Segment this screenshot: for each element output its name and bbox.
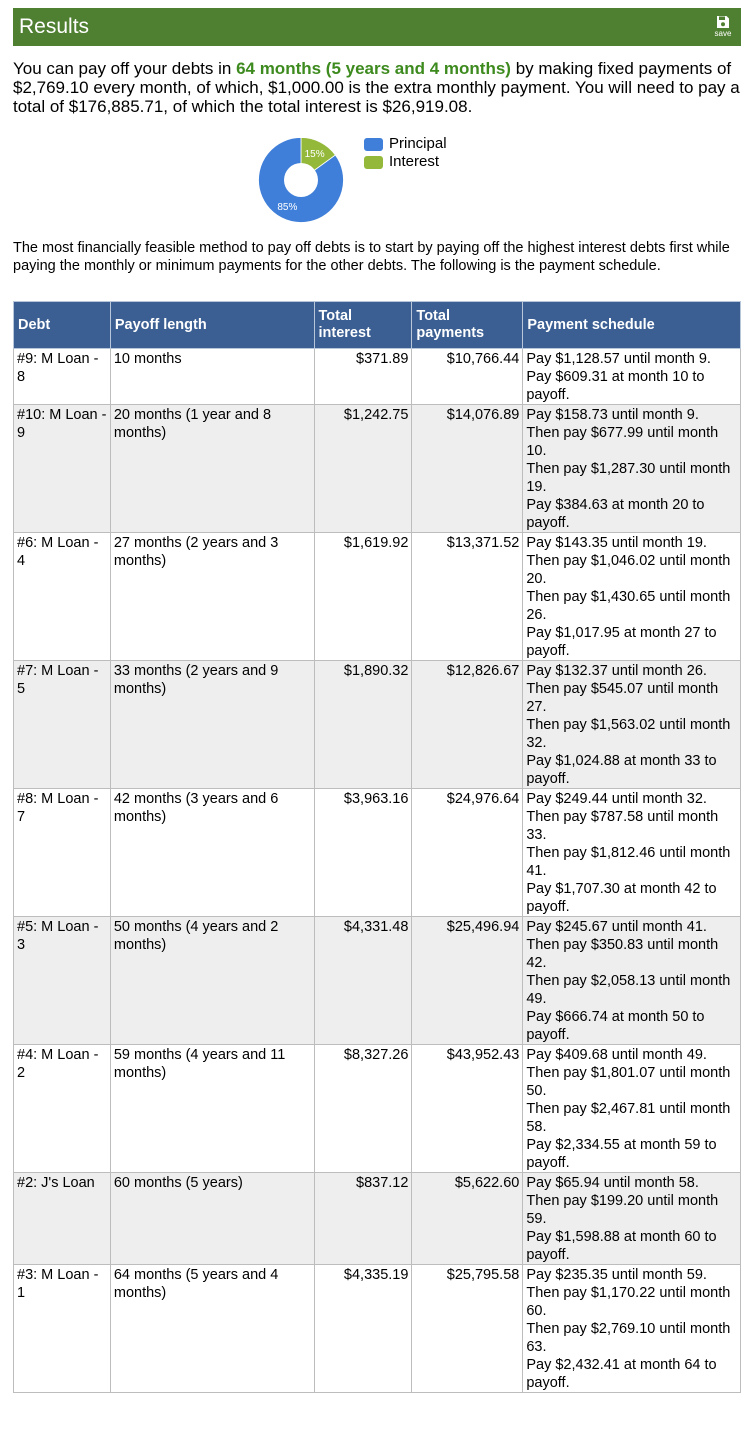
summary-text-2: by making fixed payments of $2,769.10 every month, of which, $1,000.00 is the extra monthly payment. You will need to pay a total of $176,885.71, of which the total interest is $26,919.08. bbox=[13, 59, 740, 116]
schedule-line: Then pay $2,058.13 until month 49. bbox=[526, 973, 731, 1007]
total-interest-cell: $1,242.75 bbox=[314, 405, 412, 533]
schedule-line: Then pay $1,287.30 until month 19. bbox=[526, 461, 731, 495]
debt-cell: #2: J's Loan bbox=[14, 1173, 111, 1265]
legend-item-principal bbox=[364, 135, 447, 153]
col-header-total-payments: Total payments bbox=[412, 302, 523, 349]
total-payments-cell: $10,766.44 bbox=[412, 349, 523, 405]
schedule-line: Then pay $2,467.81 until month 58. bbox=[526, 1101, 731, 1135]
payment-schedule-cell bbox=[523, 661, 741, 789]
results-header bbox=[13, 8, 741, 46]
schedule-line: Pay $666.74 at month 50 to payoff. bbox=[526, 1009, 705, 1043]
total-payments-cell: $24,976.64 bbox=[412, 789, 523, 917]
total-interest-cell: $8,327.26 bbox=[314, 1045, 412, 1173]
table-row bbox=[14, 405, 741, 533]
payment-schedule-cell bbox=[523, 533, 741, 661]
total-interest-cell: $4,331.48 bbox=[314, 917, 412, 1045]
payoff-length-cell: 60 months (5 years) bbox=[110, 1173, 314, 1265]
donut-label-principal: 85% bbox=[277, 202, 298, 214]
schedule-line: Pay $609.31 at month 10 to payoff. bbox=[526, 369, 705, 403]
col-header-total-interest: Total interest bbox=[314, 302, 412, 349]
col-header-debt: Debt bbox=[14, 302, 111, 349]
legend-label-principal: Principal bbox=[389, 135, 447, 152]
total-payments-cell: $5,622.60 bbox=[412, 1173, 523, 1265]
total-interest-cell: $837.12 bbox=[314, 1173, 412, 1265]
schedule-line: Then pay $350.83 until month 42. bbox=[526, 937, 719, 971]
table-row bbox=[14, 661, 741, 789]
schedule-line: Pay $65.94 until month 58. bbox=[526, 1175, 699, 1191]
table-header-row bbox=[14, 302, 741, 349]
donut-hole bbox=[284, 163, 318, 197]
schedule-line: Pay $1,598.88 at month 60 to payoff. bbox=[526, 1229, 717, 1263]
payment-schedule-cell bbox=[523, 1045, 741, 1173]
schedule-line: Then pay $1,563.02 until month 32. bbox=[526, 717, 731, 751]
total-payments-cell: $43,952.43 bbox=[412, 1045, 523, 1173]
total-payments-cell: $25,795.58 bbox=[412, 1265, 523, 1393]
debt-cell: #5: M Loan - 3 bbox=[14, 917, 111, 1045]
schedule-line: Then pay $199.20 until month 59. bbox=[526, 1193, 719, 1227]
legend-swatch-principal bbox=[364, 138, 383, 151]
schedule-line: Then pay $1,812.46 until month 41. bbox=[526, 845, 731, 879]
payoff-length-cell: 10 months bbox=[110, 349, 314, 405]
debt-cell: #9: M Loan - 8 bbox=[14, 349, 111, 405]
table-row bbox=[14, 533, 741, 661]
schedule-line: Then pay $1,430.65 until month 26. bbox=[526, 589, 731, 623]
schedule-line: Then pay $1,046.02 until month 20. bbox=[526, 553, 731, 587]
schedule-line: Then pay $2,769.10 until month 63. bbox=[526, 1321, 731, 1355]
table-row bbox=[14, 789, 741, 917]
total-interest-cell: $4,335.19 bbox=[314, 1265, 412, 1393]
schedule-line: Pay $132.37 until month 26. bbox=[526, 663, 707, 679]
total-payments-cell: $12,826.67 bbox=[412, 661, 523, 789]
schedule-line: Pay $1,128.57 until month 9. bbox=[526, 351, 711, 367]
schedule-line: Then pay $545.07 until month 27. bbox=[526, 681, 719, 715]
schedule-line: Pay $143.35 until month 19. bbox=[526, 535, 707, 551]
schedule-line: Pay $1,024.88 at month 33 to payoff. bbox=[526, 753, 717, 787]
schedule-line: Then pay $787.58 until month 33. bbox=[526, 809, 719, 843]
debt-cell: #3: M Loan - 1 bbox=[14, 1265, 111, 1393]
schedule-line: Pay $2,432.41 at month 64 to payoff. bbox=[526, 1357, 717, 1391]
schedule-line: Pay $384.63 at month 20 to payoff. bbox=[526, 497, 705, 531]
payoff-length-cell: 50 months (4 years and 2 months) bbox=[110, 917, 314, 1045]
results-title: Results bbox=[19, 15, 90, 38]
save-icon bbox=[716, 15, 730, 29]
schedule-line: Pay $1,707.30 at month 42 to payoff. bbox=[526, 881, 717, 915]
schedule-line: Pay $235.35 until month 59. bbox=[526, 1267, 707, 1283]
payoff-length-cell: 59 months (4 years and 11 months) bbox=[110, 1045, 314, 1173]
total-interest-cell: $1,890.32 bbox=[314, 661, 412, 789]
debt-cell: #6: M Loan - 4 bbox=[14, 533, 111, 661]
schedule-line: Pay $158.73 until month 9. bbox=[526, 407, 699, 423]
legend-swatch-interest bbox=[364, 156, 383, 169]
col-header-payment-schedule: Payment schedule bbox=[523, 302, 741, 349]
debt-cell: #4: M Loan - 2 bbox=[14, 1045, 111, 1173]
chart-legend bbox=[364, 135, 447, 171]
total-interest-cell: $3,963.16 bbox=[314, 789, 412, 917]
legend-item-interest bbox=[364, 153, 447, 171]
payoff-length-cell: 27 months (2 years and 3 months) bbox=[110, 533, 314, 661]
legend-label-interest: Interest bbox=[389, 153, 440, 170]
total-interest-cell: $1,619.92 bbox=[314, 533, 412, 661]
table-row bbox=[14, 1045, 741, 1173]
payment-schedule-cell bbox=[523, 1265, 741, 1393]
payment-schedule-cell bbox=[523, 1173, 741, 1265]
schedule-line: Pay $1,017.95 at month 27 to payoff. bbox=[526, 625, 717, 659]
schedule-line: Pay $409.68 until month 49. bbox=[526, 1047, 707, 1063]
total-interest-cell: $371.89 bbox=[314, 349, 412, 405]
payment-schedule-cell bbox=[523, 789, 741, 917]
payoff-length-cell: 33 months (2 years and 9 months) bbox=[110, 661, 314, 789]
payoff-length-cell: 64 months (5 years and 4 months) bbox=[110, 1265, 314, 1393]
col-header-payoff-length: Payoff length bbox=[110, 302, 314, 349]
total-payments-cell: $14,076.89 bbox=[412, 405, 523, 533]
save-label: save bbox=[714, 29, 732, 38]
summary-text-1: You can pay off your debts in bbox=[13, 59, 237, 78]
schedule-line: Then pay $1,801.07 until month 50. bbox=[526, 1065, 731, 1099]
payment-schedule-cell bbox=[523, 349, 741, 405]
schedule-line: Pay $249.44 until month 32. bbox=[526, 791, 707, 807]
results-summary bbox=[13, 59, 743, 116]
table-row bbox=[14, 917, 741, 1045]
donut-label-interest: 15% bbox=[304, 148, 325, 160]
schedule-line: Pay $245.67 until month 41. bbox=[526, 919, 707, 935]
schedule-line: Then pay $677.99 until month 10. bbox=[526, 425, 719, 459]
payment-schedule-cell bbox=[523, 917, 741, 1045]
payoff-explanation: The most financially feasible method to pay off debts is to start by paying off the highest interest debts first while paying the monthly or minimum payments for the other debts. The following is the payment schedule. bbox=[13, 240, 730, 274]
payment-schedule-cell bbox=[523, 405, 741, 533]
payoff-length-cell: 20 months (1 year and 8 months) bbox=[110, 405, 314, 533]
payment-schedule-table bbox=[13, 301, 741, 1393]
table-row bbox=[14, 1265, 741, 1393]
payoff-length-cell: 42 months (3 years and 6 months) bbox=[110, 789, 314, 917]
payoff-duration: 64 months (5 years and 4 months) bbox=[236, 59, 511, 78]
total-payments-cell: $13,371.52 bbox=[412, 533, 523, 661]
debt-cell: #7: M Loan - 5 bbox=[14, 661, 111, 789]
save-button[interactable] bbox=[711, 13, 735, 41]
table-row bbox=[14, 1173, 741, 1265]
debt-cell: #8: M Loan - 7 bbox=[14, 789, 111, 917]
table-row bbox=[14, 349, 741, 405]
total-payments-cell: $25,496.94 bbox=[412, 917, 523, 1045]
schedule-line: Then pay $1,170.22 until month 60. bbox=[526, 1285, 731, 1319]
debt-cell: #10: M Loan - 9 bbox=[14, 405, 111, 533]
schedule-line: Pay $2,334.55 at month 59 to payoff. bbox=[526, 1137, 717, 1171]
principal-interest-donut-chart bbox=[258, 137, 344, 223]
